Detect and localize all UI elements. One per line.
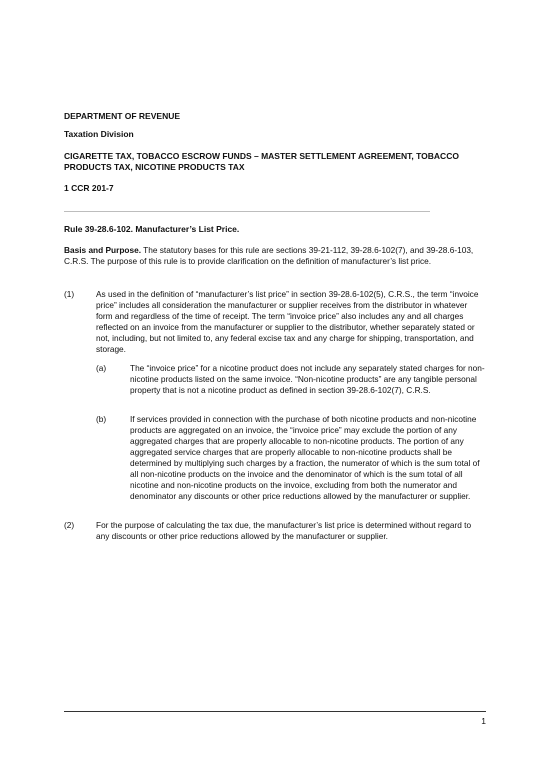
department-heading: DEPARTMENT OF REVENUE xyxy=(64,111,181,121)
subject-heading: CIGARETTE TAX, TOBACCO ESCROW FUNDS – MASTER SETTLEMENT AGREEMENT, TOBACCO PRODUCTS TAX, NICOTINE PRODUCTS TAX xyxy=(64,151,459,172)
subparagraph-a-number: (a) xyxy=(96,363,107,373)
page-number: 1 xyxy=(481,716,486,726)
paragraph-1-number: (1) xyxy=(64,289,75,299)
paragraph-2-number: (2) xyxy=(64,520,75,530)
footer-divider xyxy=(64,711,486,712)
division-heading: Taxation Division xyxy=(64,129,134,139)
basis-and-purpose xyxy=(64,245,486,267)
section-divider xyxy=(64,211,430,212)
document-page xyxy=(64,0,486,777)
paragraph-1-text: As used in the definition of “manufacturer’s list price” in section 39-28.6-102(5), C.R.S., the term “invoice price” includes all consideration the manufacturer or supplier receives from the distributor in whatever form and regardless of the time of receipt. The term “invoice price” also includes any and all charges reflected on an invoice from the manufacturer or supplier to the distributor, whether separately stated or not, including, but not limited to, any federal excise tax and any charge for shipping, transportation, and storage. xyxy=(96,289,479,354)
subparagraph-b-text: If services provided in connection with the purchase of both nicotine products and non-nicotine products are aggregated on an invoice, the “invoice price” may exclude the portion of any aggregated charges that are properly allocable to non-nicotine products. The portion of any aggregated service charges that are properly allocable to non-nicotine products shall be determined by multiplying such charges by a fraction, the numerator of which is the sum total of all non-nicotine products on the invoice and the denominator of which is the sum total of all nicotine and non-nicotine products on the invoice, excluding from both the numerator and denominator any discounts or other price reductions allowed by the manufacturer or supplier. xyxy=(130,414,480,501)
subparagraph-b-number: (b) xyxy=(96,414,107,424)
regulation-code: 1 CCR 201-7 xyxy=(64,183,114,193)
basis-text: The statutory bases for this rule are sections 39-21-112, 39-28.6-102(7), and 39-28.6-103, C.R.S. The purpose of this rule is to provide clarification on the definition of manufacturer’s list price. xyxy=(64,245,474,266)
rule-title: Rule 39-28.6-102. Manufacturer’s List Price. xyxy=(64,224,240,234)
paragraph-2-text: For the purpose of calculating the tax due, the manufacturer’s list price is determined without regard to any discounts or other price reductions allowed by the manufacturer or supplier. xyxy=(96,520,472,541)
subparagraph-a-text: The “invoice price” for a nicotine product does not include any separately stated charges for non-nicotine products listed on the same invoice. “Non-nicotine products” are any tangible personal property that is not a nicotine product as defined in section 39-28.6-102(7), C.R.S. xyxy=(130,363,485,395)
basis-label: Basis and Purpose. xyxy=(64,245,142,255)
